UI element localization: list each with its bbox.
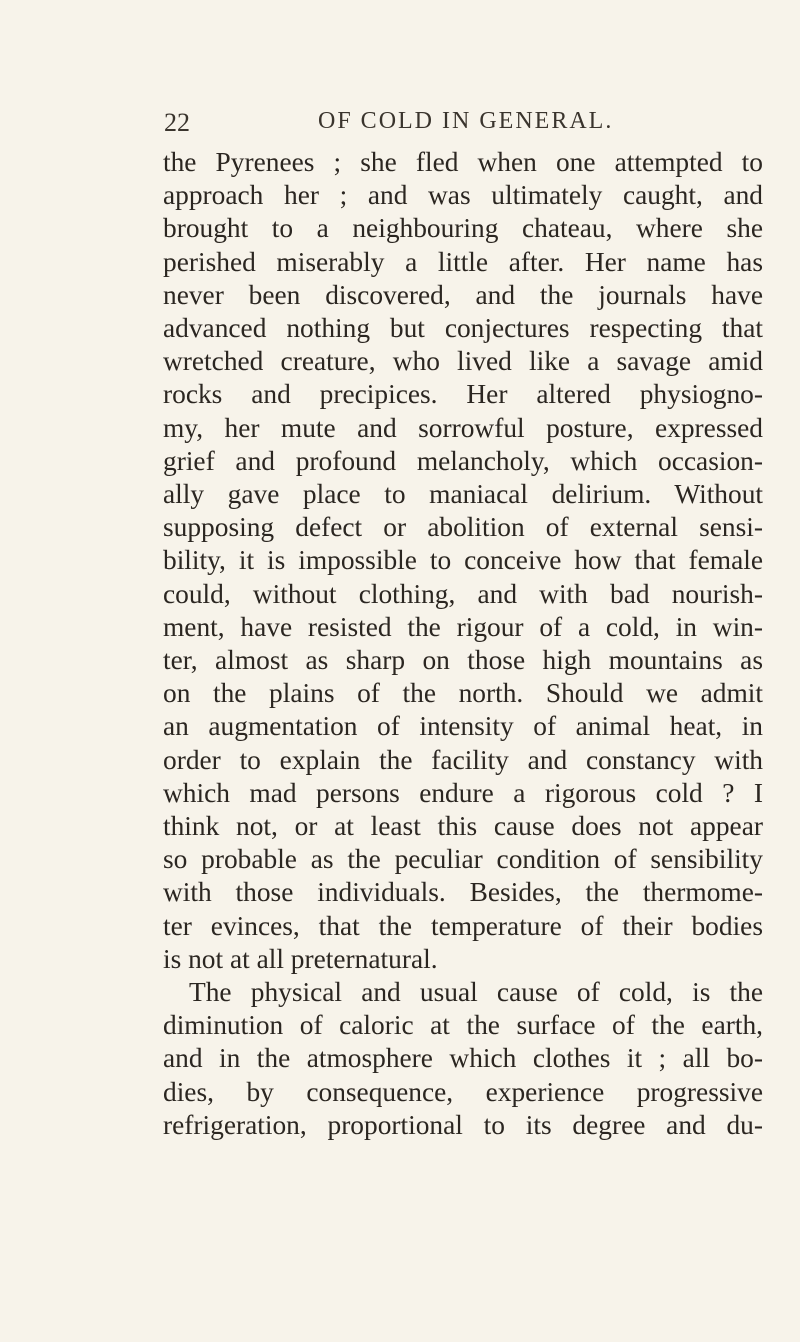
text-line: dies, by consequence, experience progressive [163,1076,763,1107]
text-line: think not, or at least this cause does not appear [163,811,763,842]
text-line: supposing defect or abolition of external sensi- [163,512,763,543]
text-line: brought to a neighbouring chateau, where she [163,213,763,244]
text-line: could, without clothing, and with bad nourish- [163,578,763,609]
text-line: perished miserably a little after. Her name has [163,246,763,277]
text-line: grief and profound melancholy, which occasion- [163,445,763,476]
text-line: with those individuals. Besides, the thermome- [163,877,763,908]
text-line: The physical and usual cause of cold, is the [189,977,763,1008]
text-line: refrigeration, proportional to its degree and du- [163,1109,763,1140]
text-line: rocks and precipices. Her altered physiogno- [163,379,763,410]
text-line: never been discovered, and the journals have [163,279,763,310]
page-number: 22 [164,108,190,137]
text-line: an augmentation of intensity of animal heat, in [163,711,763,742]
text-line: order to explain the facility and constancy with [163,744,763,775]
text-line: advanced nothing but conjectures respecting that [163,313,763,344]
text-line: approach her ; and was ultimately caught, and [163,180,763,211]
text-line: wretched creature, who lived like a savage amid [163,346,763,377]
text-line: ment, have resisted the rigour of a cold, in win- [163,611,763,642]
chapter-heading: OF COLD IN GENERAL. [318,108,614,134]
running-head [164,108,754,142]
text-line: ally gave place to maniacal delirium. Without [163,479,763,510]
text-line: ter evinces, that the temperature of their bodies [163,910,763,941]
text-line: bility, it is impossible to conceive how that female [163,545,763,576]
text-line: my, her mute and sorrowful posture, expressed [163,412,763,443]
text-line: which mad persons endure a rigorous cold ? I [163,777,763,808]
text-line: so probable as the peculiar condition of sensibility [163,844,763,875]
text-line: and in the atmosphere which clothes it ; all bo- [163,1043,763,1074]
text-line: diminution of caloric at the surface of the earth, [163,1010,763,1041]
text-line: ter, almost as sharp on those high mountains as [163,645,763,676]
text-line: is not at all preternatural. [163,943,438,974]
text-line: on the plains of the north. Should we admit [163,678,763,709]
paragraph-1 [163,146,763,976]
paragraph-2 [163,976,763,1142]
body-text [163,146,763,1142]
text-line: the Pyrenees ; she fled when one attempted to [163,147,763,177]
